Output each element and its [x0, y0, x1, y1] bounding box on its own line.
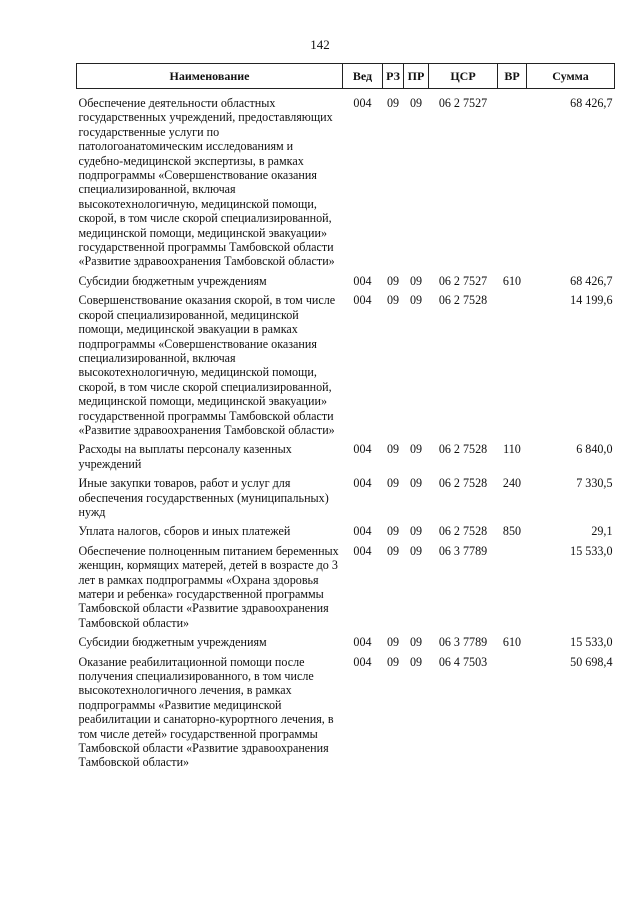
row-rz: 09	[386, 635, 400, 650]
row-rz: 09	[386, 524, 400, 539]
row-csr: 06 3 7789	[438, 635, 488, 650]
table-row	[77, 544, 615, 635]
row-pr: 09	[409, 96, 423, 110]
header-csr: ЦСР	[429, 64, 498, 89]
row-sum: 50 698,4	[570, 654, 613, 669]
row-name: Уплата налогов, сборов и иных платежей	[78, 524, 291, 539]
row-rz: 09	[386, 293, 400, 308]
row-rz: 09	[386, 442, 400, 457]
row-vr: 610	[502, 635, 522, 650]
row-rz: 09	[386, 476, 400, 491]
row-ved: 004	[353, 543, 372, 558]
row-sum: 6 840,0	[576, 442, 613, 457]
row-ved: 004	[353, 635, 372, 650]
row-name: Субсидии бюджетным учреждениям	[78, 273, 267, 288]
row-vr: 850	[502, 524, 522, 539]
row-rz: 09	[386, 96, 400, 110]
row-name: Иные закупки товаров, работ и услуг для обеспечения государственных (муниципальных) нужд	[78, 476, 329, 519]
row-rz: 09	[386, 654, 400, 669]
row-vr	[498, 544, 527, 635]
table-row	[77, 293, 615, 442]
row-pr: 09	[409, 524, 423, 539]
row-sum: 15 533,0	[570, 543, 613, 558]
row-sum: 15 533,0	[570, 635, 613, 650]
table-row	[77, 635, 615, 654]
row-pr: 09	[409, 293, 423, 308]
row-rz: 09	[386, 273, 400, 288]
header-sum: Сумма	[527, 64, 615, 89]
header-pr: ПР	[404, 64, 429, 89]
row-vr: 240	[502, 476, 522, 491]
row-vr	[498, 655, 527, 775]
row-name: Субсидии бюджетным учреждениям	[78, 635, 267, 650]
table-header-row	[77, 64, 615, 89]
header-vr: ВР	[498, 64, 527, 89]
row-sum: 14 199,6	[570, 293, 613, 308]
row-csr: 06 2 7528	[438, 442, 488, 457]
row-vr: 110	[503, 442, 521, 457]
table-row	[77, 476, 615, 524]
row-csr: 06 2 7528	[438, 524, 488, 539]
row-ved: 004	[353, 524, 372, 539]
row-rz: 09	[386, 543, 400, 558]
row-name: Расходы на выплаты персоналу казенных учреждений	[78, 442, 292, 471]
row-pr: 09	[409, 635, 423, 650]
row-csr: 06 2 7528	[438, 476, 488, 491]
row-csr: 06 2 7527	[438, 273, 488, 288]
row-pr: 09	[409, 476, 423, 491]
page-number: 142	[310, 37, 330, 52]
row-name: Оказание реабилитационной помощи после получения специализированного, в том числе высокотехнологичного лечения, в рамках подпрограммы «Развитие медицинской реабилитации и санаторно-курортного лечения, в том числе детей» государственной программы Тамбовской области «Развитие здравоохранения Тамбовской области»	[78, 654, 334, 770]
row-ved: 004	[353, 654, 372, 669]
row-name: Обеспечение деятельности областных государственных учреждений, предоставляющих государственные услуги по патологоанатомическим исследованиям и судебно-медицинской экспертизы, в рамках подпрограммы «Совершенствование оказания специализированной, включая высокотехнологичную, медицинской помощи, скорой, в том числе скорой специализированной, медицинской помощи, медицинской эвакуации» государственной программы Тамбовской области «Развитие здравоохранения Тамбовской области»	[78, 96, 335, 269]
row-vr	[498, 293, 527, 442]
budget-table	[76, 63, 615, 775]
row-pr: 09	[409, 442, 423, 457]
row-sum: 68 426,7	[570, 96, 613, 110]
table-body	[77, 89, 615, 775]
header-rz: РЗ	[383, 64, 404, 89]
row-vr	[498, 89, 527, 274]
table-row	[77, 655, 615, 775]
row-sum: 29,1	[591, 524, 613, 539]
row-csr: 06 4 7503	[438, 654, 488, 669]
row-ved: 004	[353, 273, 372, 288]
row-sum: 68 426,7	[570, 273, 613, 288]
header-ved: Вед	[343, 64, 383, 89]
table-row	[77, 89, 615, 274]
row-csr: 06 2 7528	[438, 293, 488, 308]
row-ved: 004	[353, 442, 372, 457]
row-sum: 7 330,5	[576, 476, 613, 491]
row-csr: 06 3 7789	[438, 543, 488, 558]
table-row	[77, 274, 615, 293]
row-ved: 004	[353, 293, 372, 308]
row-pr: 09	[409, 273, 423, 288]
table-row	[77, 442, 615, 476]
header-name: Наименование	[77, 64, 343, 89]
table-row	[77, 524, 615, 543]
row-pr: 09	[409, 543, 423, 558]
row-csr: 06 2 7527	[438, 96, 488, 110]
row-pr: 09	[409, 654, 423, 669]
row-vr: 610	[502, 273, 522, 288]
row-name: Совершенствование оказания скорой, в том числе скорой специализированной, медицинской помощи, медицинской эвакуации в рамках подпрограммы «Совершенствование оказания специализированной, включая высокотехнологичную, медицинской помощи, скорой, в том числе скорой специализированной, медицинской помощи, медицинской эвакуации» государственной программы Тамбовской области «Развитие здравоохранения Тамбовской области»	[78, 293, 336, 437]
row-ved: 004	[353, 476, 372, 491]
row-name: Обеспечение полноценным питанием беременных женщин, кормящих матерей, детей в возрасте до 3 лет в рамках подпрограммы «Охрана здоровья матери и ребенка» государственной программы Тамбовской области «Развитие здравоохранения Тамбовской области»	[78, 543, 339, 630]
row-ved: 004	[353, 96, 372, 110]
